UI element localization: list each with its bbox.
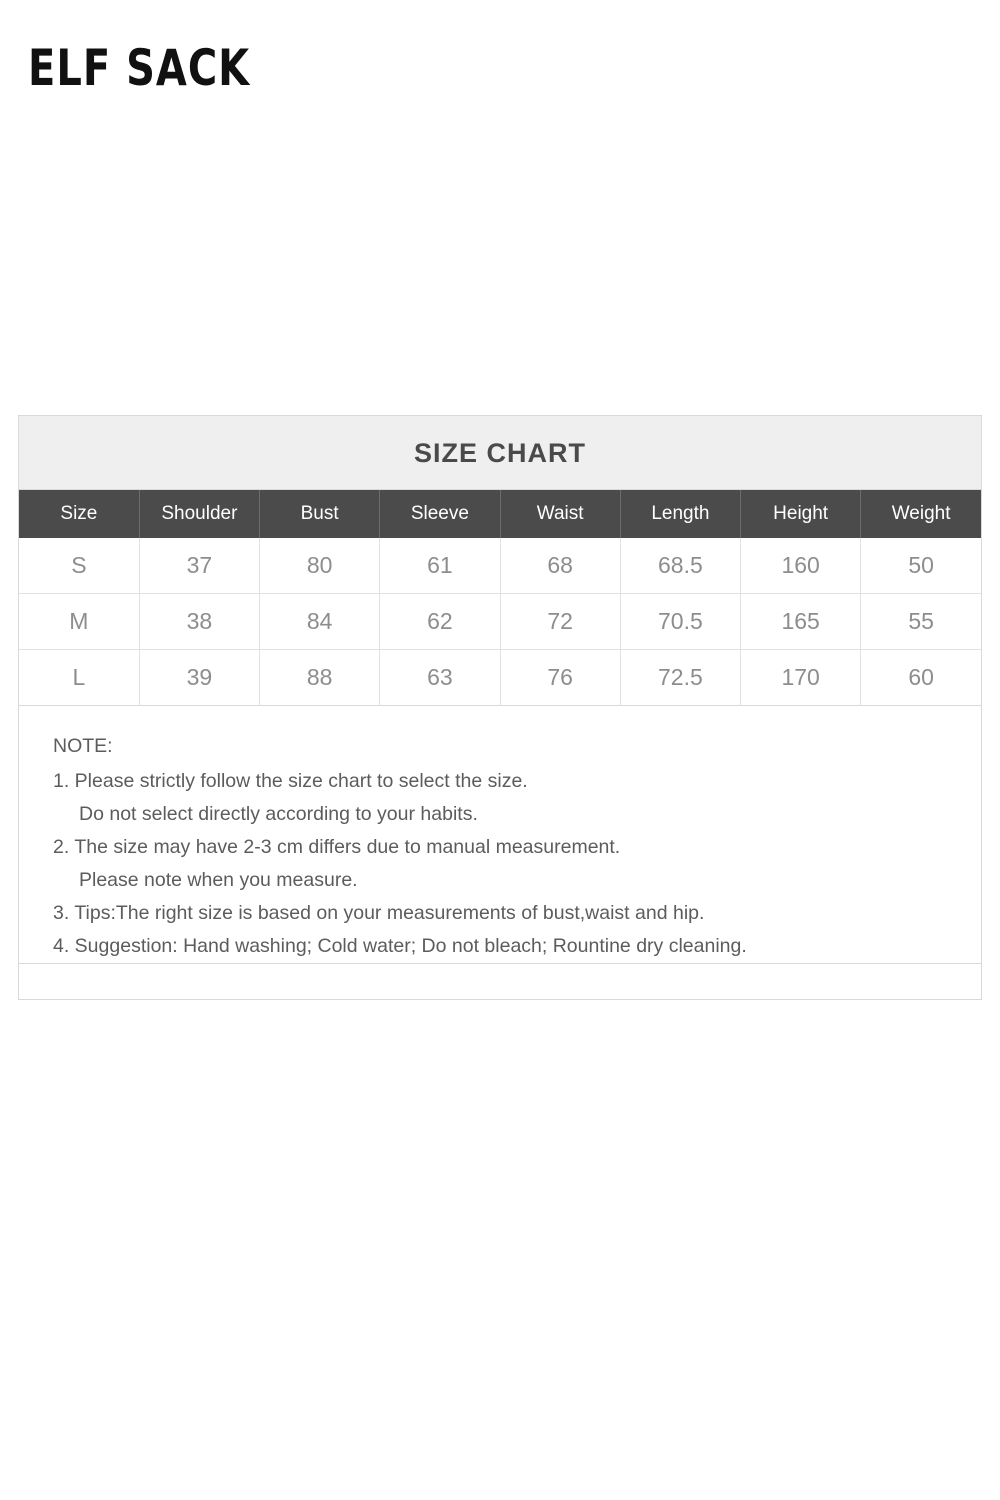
cell-waist: 72 — [500, 594, 620, 650]
brand-name: ELF SACK — [28, 40, 251, 98]
column-header-weight: Weight — [861, 490, 981, 538]
size-chart-title: SIZE CHART — [19, 416, 981, 490]
note-line-1: 1. Please strictly follow the size chart to select the size. — [53, 770, 528, 792]
cell-weight: 50 — [861, 538, 981, 594]
cell-length: 70.5 — [620, 594, 740, 650]
column-header-shoulder: Shoulder — [139, 490, 259, 538]
cell-waist: 68 — [500, 538, 620, 594]
column-header-size: Size — [19, 490, 139, 538]
cell-sleeve: 61 — [380, 538, 500, 594]
table-row — [19, 538, 981, 594]
cell-size: S — [19, 538, 139, 594]
cell-waist: 76 — [500, 650, 620, 706]
column-header-sleeve: Sleeve — [380, 490, 500, 538]
cell-height: 165 — [741, 594, 861, 650]
cell-shoulder: 37 — [139, 538, 259, 594]
column-header-waist: Waist — [500, 490, 620, 538]
column-header-height: Height — [741, 490, 861, 538]
notes-section — [19, 706, 981, 999]
column-header-length: Length — [620, 490, 740, 538]
notes-title: NOTE: — [53, 735, 113, 757]
table-row — [19, 650, 981, 706]
bottom-divider — [18, 963, 982, 964]
note-line-1b: Do not select directly according to your habits. — [79, 803, 478, 825]
cell-length: 72.5 — [620, 650, 740, 706]
table-row — [19, 594, 981, 650]
cell-bust: 88 — [260, 650, 380, 706]
cell-shoulder: 39 — [139, 650, 259, 706]
size-chart-panel — [18, 415, 982, 1000]
cell-weight: 60 — [861, 650, 981, 706]
note-line-4: 4. Suggestion: Hand washing; Cold water; Do not bleach; Rountine dry cleaning. — [53, 935, 747, 957]
cell-height: 160 — [741, 538, 861, 594]
cell-bust: 84 — [260, 594, 380, 650]
cell-height: 170 — [741, 650, 861, 706]
column-header-bust: Bust — [260, 490, 380, 538]
note-line-2b: Please note when you measure. — [79, 869, 358, 891]
table-header-row — [19, 490, 981, 538]
cell-shoulder: 38 — [139, 594, 259, 650]
brand-logo — [28, 40, 288, 110]
cell-size: L — [19, 650, 139, 706]
cell-size: M — [19, 594, 139, 650]
note-line-2: 2. The size may have 2-3 cm differs due to manual measurement. — [53, 836, 621, 858]
note-line-3: 3. Tips:The right size is based on your measurements of bust,waist and hip. — [53, 902, 705, 924]
size-chart-table — [19, 490, 981, 706]
cell-length: 68.5 — [620, 538, 740, 594]
cell-sleeve: 63 — [380, 650, 500, 706]
cell-bust: 80 — [260, 538, 380, 594]
cell-sleeve: 62 — [380, 594, 500, 650]
cell-weight: 55 — [861, 594, 981, 650]
